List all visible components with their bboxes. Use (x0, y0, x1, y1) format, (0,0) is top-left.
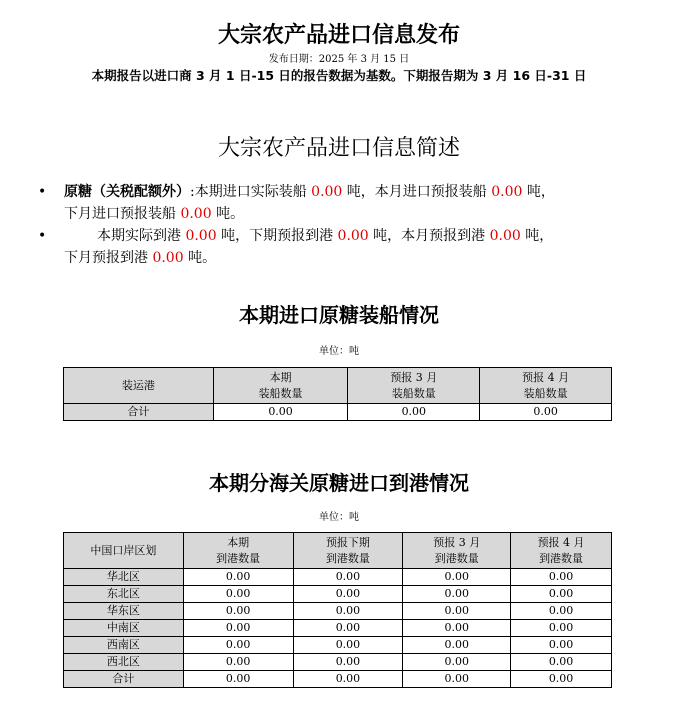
text: 下月进口预报装船 (64, 206, 181, 222)
header-loading-port: 装运港 (64, 368, 214, 404)
cell-value: 0.00 (511, 603, 612, 620)
cell-value: 0.00 (403, 671, 511, 688)
cell-value: 0.00 (403, 637, 511, 654)
header-forecast-mar-shipped (348, 368, 480, 404)
text: 下月预报到港 (64, 250, 153, 266)
header-line: 装船数量 (391, 386, 436, 400)
arrival-table-title: 本期分海关原糖进口到港情况 (209, 471, 469, 495)
header-current-shipped (213, 368, 348, 404)
value-month-forecast-shipped: 0.00 (491, 184, 523, 200)
table-row (64, 569, 612, 586)
shipping-table-title: 本期进口原糖装船情况 (239, 303, 439, 327)
text: 本期实际到港 (97, 228, 186, 244)
text: 吨，本月预报到港 (368, 228, 490, 244)
cell-value: 0.00 (403, 586, 511, 603)
cell-value: 0.00 (293, 620, 403, 637)
shipping-table (63, 367, 612, 421)
shipping-table-unit: 单位：吨 (319, 346, 359, 357)
value-month-forecast-arrival: 0.00 (489, 228, 521, 244)
cell-value: 0.00 (403, 603, 511, 620)
cell-value: 0.00 (511, 620, 612, 637)
header-line: 到港数量 (539, 551, 584, 565)
cell-value: 0.00 (511, 654, 612, 671)
page-title: 大宗农产品进口信息发布 (217, 23, 460, 48)
cell-value: 0.00 (403, 569, 511, 586)
text: 吨， (520, 228, 554, 244)
cell-value: 0.00 (293, 586, 403, 603)
row-label: 西南区 (64, 637, 184, 654)
cell-value: 0.00 (183, 637, 293, 654)
header-line: 到港数量 (434, 551, 479, 565)
cell-value: 0.00 (183, 671, 293, 688)
header-line: 本期 (269, 370, 292, 384)
cell-value: 0.00 (183, 569, 293, 586)
header-next-period-arrival (293, 533, 403, 569)
cell-value: 0.00 (293, 654, 403, 671)
header-forecast-mar-arrival (403, 533, 511, 569)
value-next-period-arrival: 0.00 (337, 228, 369, 244)
cell-value: 0.00 (183, 603, 293, 620)
table-row (64, 603, 612, 620)
table-row (64, 637, 612, 654)
row-label: 中南区 (64, 620, 184, 637)
table-row (64, 654, 612, 671)
text: 吨， (522, 184, 555, 200)
product-name: 原糖（关税配额外） (64, 184, 190, 200)
publish-date: 发布日期：2025 年 3 月 15 日 (268, 54, 410, 65)
row-label: 合计 (64, 404, 214, 421)
summary-list (30, 181, 650, 269)
summary-item-raw-sugar-arrival (30, 225, 650, 269)
text: 吨，下期预报到港 (216, 228, 338, 244)
arrival-table-unit: 单位：吨 (319, 512, 359, 523)
cell-value: 0.00 (511, 671, 612, 688)
header-forecast-apr-arrival (511, 533, 612, 569)
cell-value: 0.00 (403, 620, 511, 637)
header-line: 装船数量 (523, 386, 568, 400)
header-line: 预报 4 月 (537, 535, 585, 549)
arrival-table (63, 532, 612, 688)
header-forecast-apr-shipped (480, 368, 612, 404)
cell-value: 0.00 (293, 671, 403, 688)
cell-value: 0.00 (213, 404, 348, 421)
header-line: 预报 3 月 (390, 370, 438, 384)
header-current-arrival (183, 533, 293, 569)
cell-value: 0.00 (403, 654, 511, 671)
value-actual-arrival: 0.00 (185, 228, 217, 244)
table-row (64, 404, 612, 421)
text: :本期进口实际装船 (190, 184, 312, 200)
row-label: 华东区 (64, 603, 184, 620)
cell-value: 0.00 (511, 637, 612, 654)
header-line: 本期 (227, 535, 250, 549)
text: 吨。 (183, 250, 217, 266)
cell-value: 0.00 (293, 603, 403, 620)
row-label: 东北区 (64, 586, 184, 603)
header-line: 预报 3 月 (433, 535, 481, 549)
header-line: 到港数量 (216, 551, 261, 565)
cell-value: 0.00 (293, 637, 403, 654)
header-line: 预报 4 月 (522, 370, 570, 384)
report-period-notice: 本期报告以进口商 3 月 1 日-15 日的报告数据为基数。下期报告期为 3 月 16 日-31 日 (91, 68, 587, 83)
header-line: 到港数量 (325, 551, 370, 565)
header-line: 预报下期 (325, 535, 370, 549)
cell-value: 0.00 (511, 569, 612, 586)
cell-value: 0.00 (293, 569, 403, 586)
bullet-icon: • (38, 184, 47, 200)
row-label: 合计 (64, 671, 184, 688)
text: 吨。 (211, 206, 245, 222)
summary-item-raw-sugar-shipping (30, 181, 650, 225)
cell-value: 0.00 (511, 586, 612, 603)
cell-value: 0.00 (480, 404, 612, 421)
cell-value: 0.00 (183, 586, 293, 603)
table-row (64, 586, 612, 603)
cell-value: 0.00 (348, 404, 480, 421)
header-line: 装船数量 (258, 386, 303, 400)
cell-value: 0.00 (183, 620, 293, 637)
value-next-month-forecast-shipped: 0.00 (180, 206, 212, 222)
summary-heading: 大宗农产品进口信息简述 (217, 136, 460, 161)
bullet-icon: • (38, 228, 47, 244)
row-label: 西北区 (64, 654, 184, 671)
header-port-region: 中国口岸区划 (64, 533, 184, 569)
row-label: 华北区 (64, 569, 184, 586)
table-row (64, 671, 612, 688)
cell-value: 0.00 (183, 654, 293, 671)
text: 吨，本月进口预报装船 (342, 184, 492, 200)
table-row (64, 620, 612, 637)
value-actual-shipped: 0.00 (311, 184, 343, 200)
value-next-month-forecast-arrival: 0.00 (152, 250, 184, 266)
